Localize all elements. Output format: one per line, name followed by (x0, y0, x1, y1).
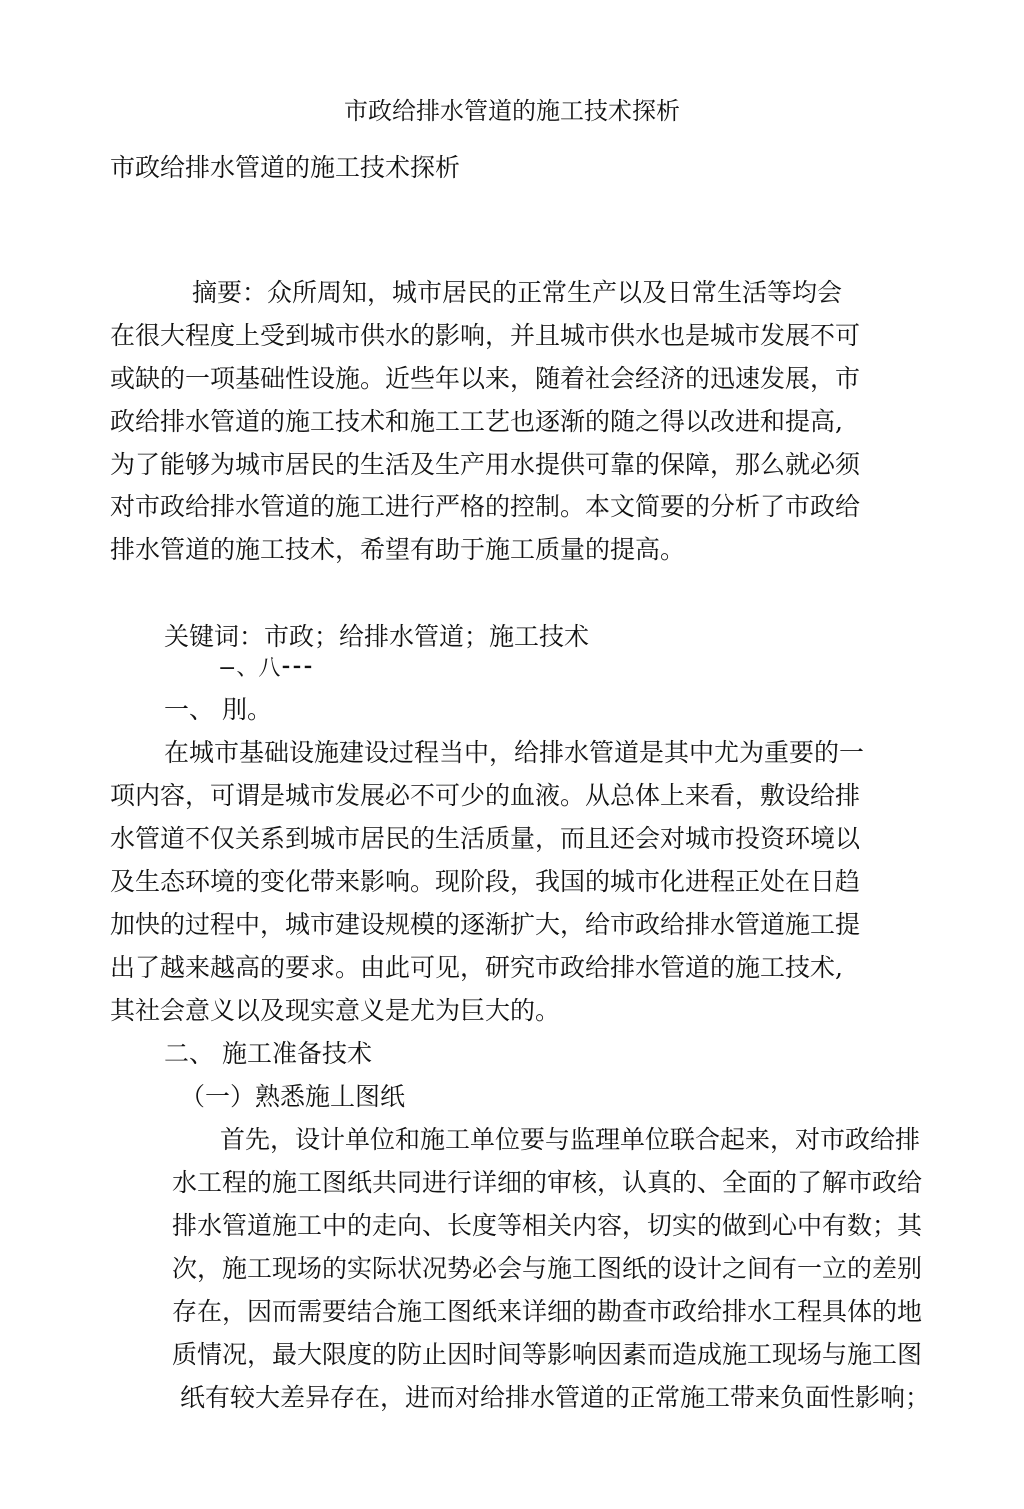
abstract-line: 排水管道的施工技术，希望有助于施工质量的提高。 (110, 535, 686, 564)
section-heading: 二、 施工准备技术 (164, 1039, 372, 1068)
paragraph-line: 其社会意义以及现实意义是尤为巨大的。 (110, 996, 561, 1025)
abstract-line: 为了能够为城市居民的生活及生产用水提供可靠的保障，那么就必须 (110, 450, 861, 479)
paragraph-line: 出了越来越高的要求。由此可见，研究市政给排水管道的施工技术, (110, 953, 843, 982)
abstract-line: 或缺的一项基础性设施。近些年以来，随着社会经济的迅速发展，市 (110, 364, 861, 393)
keywords: 关键词：市政；给排水管道；施工技术 (164, 622, 590, 651)
document-title: 市政给排水管道的施工技术探析 (344, 97, 680, 125)
garbled-heading: −、八⁃⁃⁃ (218, 656, 314, 681)
paragraph-line: 排水管道施工中的走向、长度等相关内容，切实的做到心中有数；其 (172, 1211, 923, 1240)
paragraph-line: 水工程的施工图纸共同进行详细的审核，认真的、全面的了解市政给 (172, 1168, 923, 1197)
abstract-line: 对市政给排水管道的施工进行严格的控制。本文简要的分析了市政给 (110, 492, 861, 521)
paragraph-line: 存在，因而需要结合施工图纸来详细的勘查市政给排水工程具体的地 (172, 1297, 923, 1326)
paragraph-line: 项内容，可谓是城市发展必不可少的血液。从总体上来看，敷设给排 (110, 781, 861, 810)
paragraph-line: 纸有较大差异存在，进而对给排水管道的正常施工带来负面性影响； (180, 1383, 931, 1412)
document-subtitle: 市政给排水管道的施工技术探析 (110, 153, 461, 182)
paragraph-line: 加快的过程中，城市建设规模的逐渐扩大，给市政给排水管道施工提 (110, 910, 861, 939)
paragraph-line: 质情况，最大限度的防止因时间等影响因素而造成施工现场与施工图 (172, 1340, 923, 1369)
paragraph-line: 次，施工现场的实际状况势必会与施工图纸的设计之间有一立的差别 (172, 1254, 923, 1283)
paragraph-line: 在城市基础设施建设过程当中，给排水管道是其中尤为重要的一 (164, 738, 865, 767)
paragraph-line: 及生态环境的变化带来影响。现阶段，我国的城市化进程正处在日趋 (110, 867, 861, 896)
abstract-line: 摘要：众所周知，城市居民的正常生产以及日常生活等均会 (192, 278, 843, 307)
abstract-line: 政给排水管道的施工技术和施工工艺也逐渐的随之得以改进和提高, (110, 407, 843, 436)
section-heading: 一、 刖。 (164, 695, 272, 724)
abstract-line: 在很大程度上受到城市供水的影响，并且城市供水也是城市发展不可 (110, 321, 861, 350)
paragraph-line: 首先，设计单位和施工单位要与监理单位联合起来，对市政给排 (220, 1125, 921, 1154)
paragraph-line: 水管道不仅关系到城市居民的生活质量，而且还会对城市投资环境以 (110, 824, 861, 853)
subsection-heading: （一）熟悉施丄图纸 (180, 1082, 406, 1111)
